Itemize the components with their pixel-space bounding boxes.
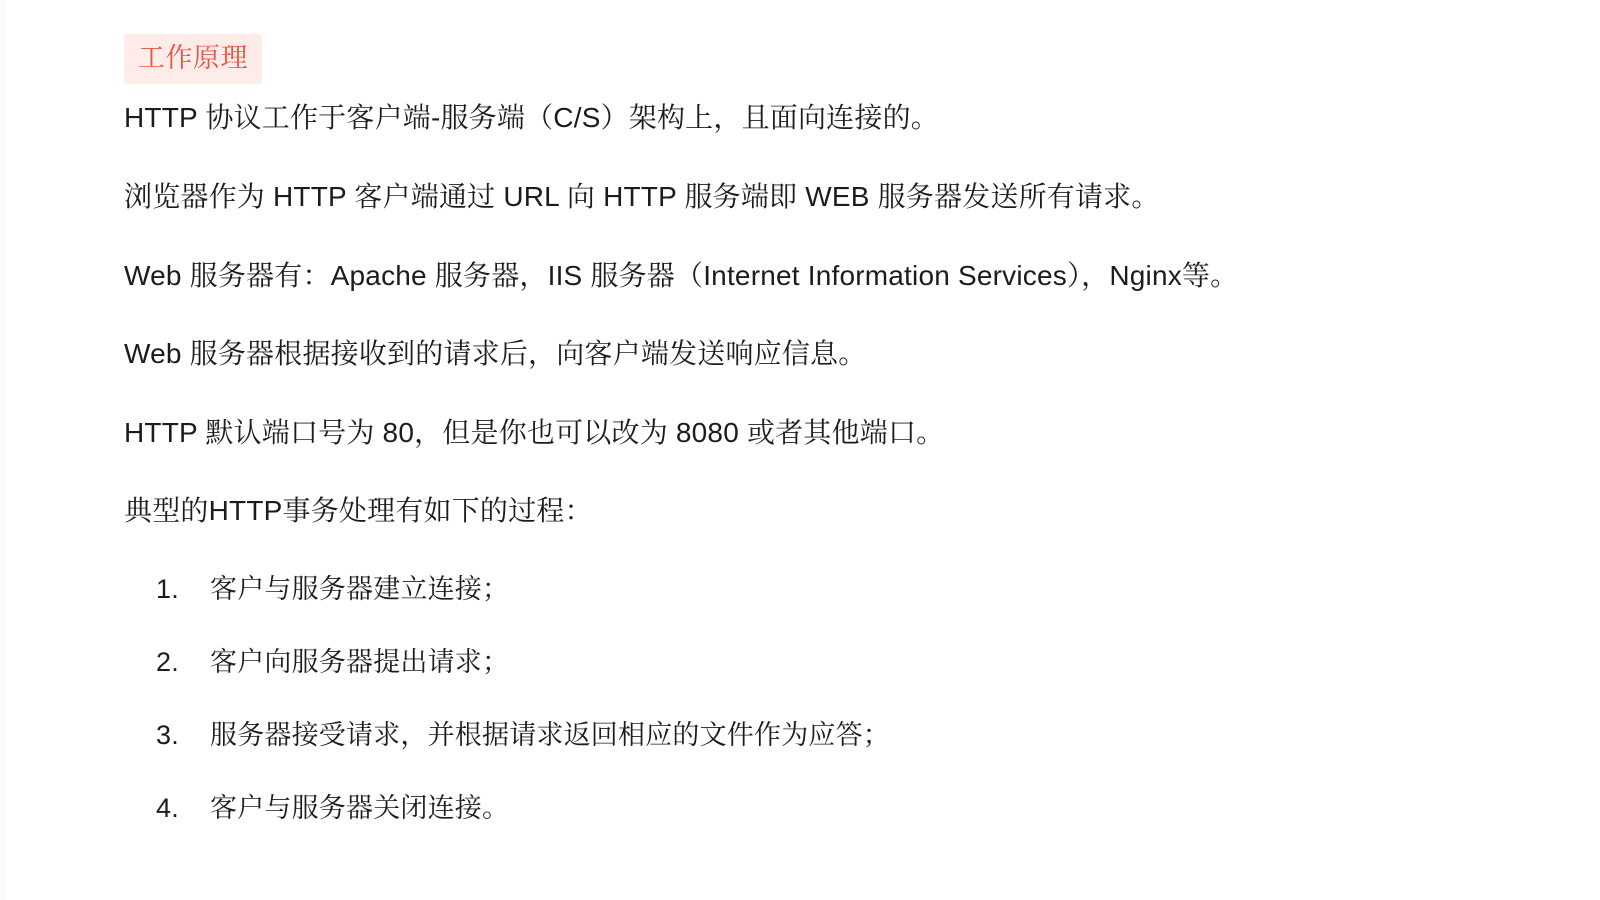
paragraph-4: Web 服务器根据接收到的请求后，向客户端发送响应信息。 <box>124 338 867 370</box>
transaction-steps-list <box>124 570 1480 829</box>
page-left-edge <box>0 0 6 900</box>
list-item: 服务器接受请求，并根据请求返回相应的文件作为应答； <box>210 720 890 751</box>
list-item: 客户向服务器提出请求； <box>210 647 510 678</box>
list-item: 客户与服务器建立连接； <box>210 574 510 604</box>
list-item: 客户与服务器关闭连接。 <box>210 793 510 824</box>
paragraph-3: Web 服务器有：Apache 服务器，IIS 服务器（Internet Information Services），Nginx等。 <box>124 259 1239 291</box>
paragraph-5: HTTP 默认端口号为 80，但是你也可以改为 8080 或者其他端口。 <box>124 416 945 448</box>
paragraph-1: HTTP 协议工作于客户端-服务端（C/S）架构上，且面向连接的。 <box>124 102 939 134</box>
paragraph-6: 典型的HTTP事务处理有如下的过程： <box>124 495 593 527</box>
paragraph-2: 浏览器作为 HTTP 客户端通过 URL 向 HTTP 服务端即 WEB 服务器发送所有请求。 <box>124 181 1160 213</box>
section-heading: 工作原理 <box>124 34 262 84</box>
